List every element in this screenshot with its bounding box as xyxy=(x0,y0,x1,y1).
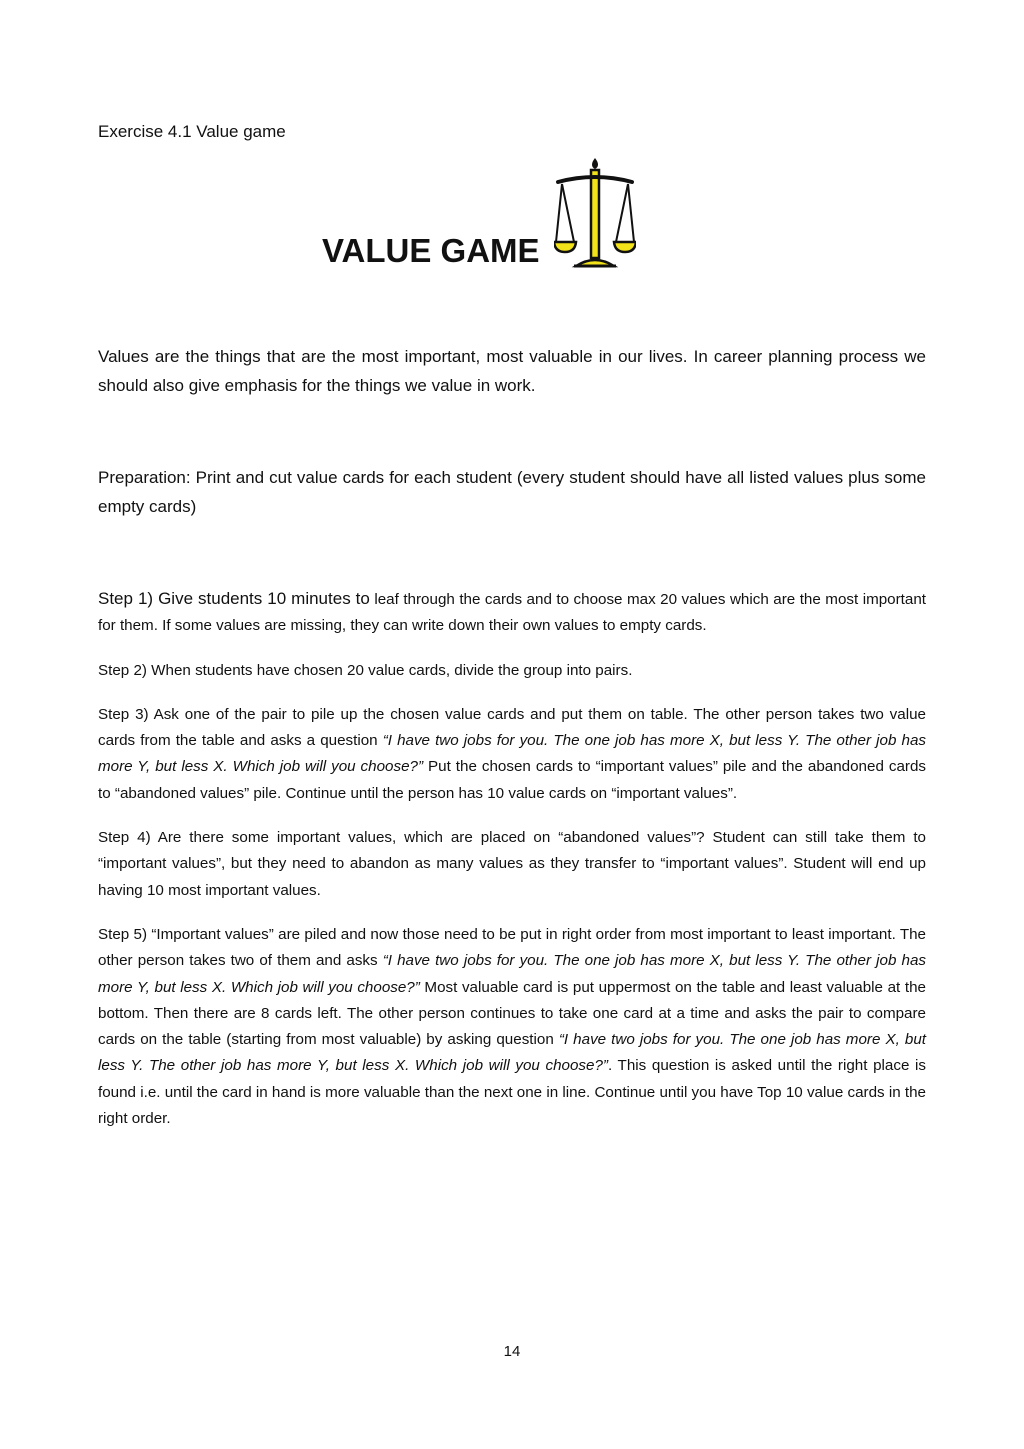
step-2: Step 2) When students have chosen 20 value cards, divide the group into pairs. xyxy=(98,661,633,679)
step-3-question: “I have two jobs for you. The one job has more X, but less Y. The other job has more Y, but less X. Which job will you choose?” xyxy=(98,732,926,776)
title-row xyxy=(322,150,636,270)
step-5-text-end: . This question is asked until the right place is found i.e. until the card in hand is more valuable than the next one in line. Continue until you have Top 10 value cards in the right order. xyxy=(98,1057,926,1128)
page-number: 14 xyxy=(503,1343,521,1360)
step-3 xyxy=(98,702,926,807)
preparation-paragraph: Preparation: Print and cut value cards for each student (every student should have all listed values plus some empty cards) xyxy=(98,468,926,516)
step-5-question-1: “I have two jobs for you. The one job has more X, but less Y. The other job has more Y, but less X. Which job will you choose?” xyxy=(98,952,926,996)
step-1-text: leaf through the cards and to choose max 20 values which are the most important for them. If some values are missing, they can write down their own values to empty cards. xyxy=(98,591,927,635)
step-5-text-middle: Most valuable card is put uppermost on the table and least valuable at the bottom. Then there are 8 cards left. The other person continues to take one card at a time and asks the pair to compare cards on the table (starting from most valuable) by asking question xyxy=(98,978,927,1049)
page-title: VALUE GAME xyxy=(322,232,540,269)
step-1-lead: Step 1) Give students 10 minutes to xyxy=(98,589,370,608)
step-3-text: Step 3) Ask one of the pair to pile up the chosen value cards and put them on table. The other person takes two value cards from the table and asks a question xyxy=(98,705,926,750)
step-5 xyxy=(98,922,926,1132)
exercise-label: Exercise 4.1 Value game xyxy=(98,122,286,141)
step-1 xyxy=(98,586,926,640)
scales-of-justice-icon xyxy=(554,156,636,270)
step-3-text-end: Put the chosen cards to “important values” pile and the abandoned cards to “abandoned values” pile. Continue until the person has 10 value cards on “important values”. xyxy=(98,758,926,802)
intro-paragraph: Values are the things that are the most important, most valuable in our lives. In career planning process we should also give emphasis for the things we value in work. xyxy=(98,347,926,395)
step-5-question-2: “I have two jobs for you. The one job has more X, but less Y. The other job has more Y, but less X. Which job will you choose?” xyxy=(98,1031,926,1075)
steps-section xyxy=(98,586,926,1150)
step-4: Step 4) Are there some important values, which are placed on “abandoned values”? Student can still take them to “important values”, but they need to abandon as many values as they transfer to “important values”. Student will end up having 10 most important values. xyxy=(98,829,926,899)
step-5-text: Step 5) “Important values” are piled and now those need to be put in right order from most important to least important. The other person takes two of them and asks xyxy=(98,925,926,970)
